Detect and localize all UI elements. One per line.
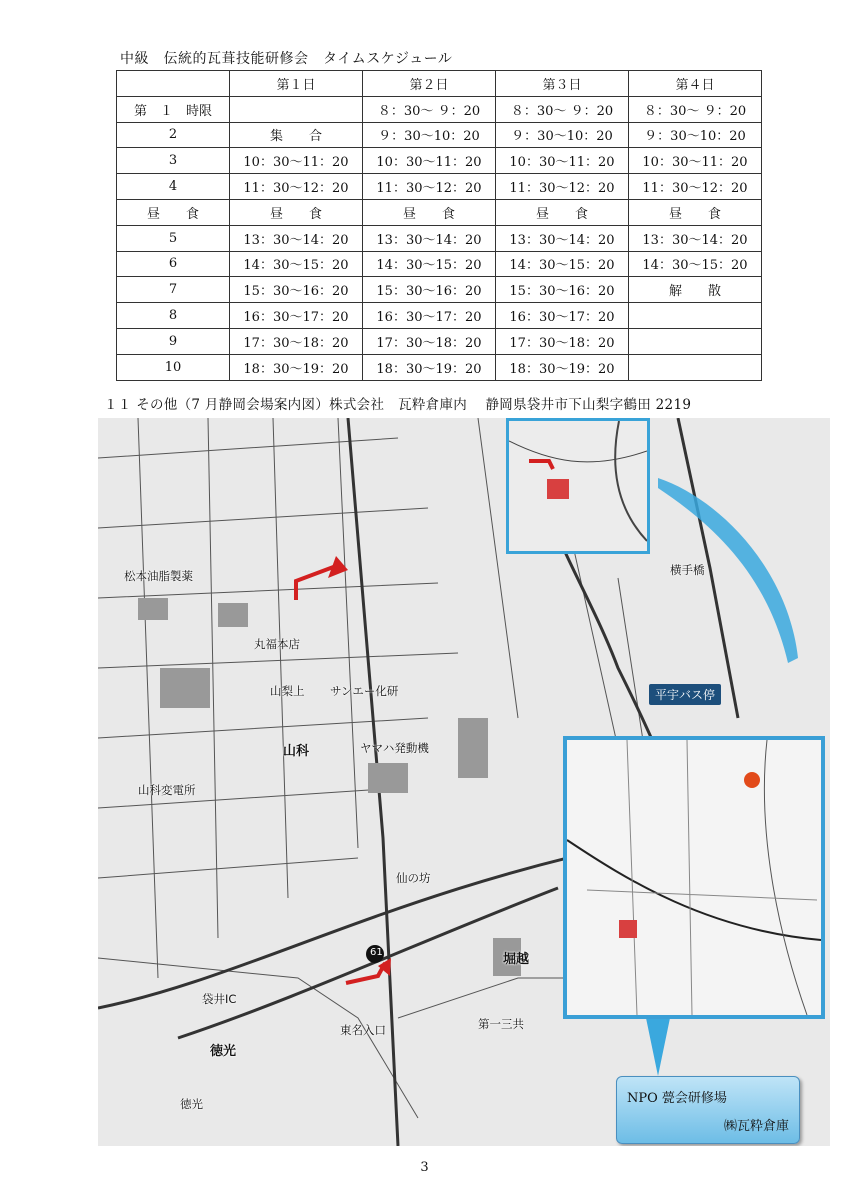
column-header: 第２日 xyxy=(363,71,496,97)
schedule-cell xyxy=(629,303,762,329)
schedule-table xyxy=(116,70,762,381)
schedule-cell: 15：30～16：20 xyxy=(496,277,629,303)
schedule-cell: 14：30～15：20 xyxy=(496,251,629,277)
label-matsumoto: 松本油脂製薬 xyxy=(124,569,193,583)
table-row xyxy=(117,251,762,277)
schedule-cell: 集 合 xyxy=(230,122,363,148)
label-higashi: 東名入口 xyxy=(340,1023,386,1037)
period-cell: 8 xyxy=(117,303,230,329)
table-row xyxy=(117,328,762,354)
schedule-cell: 15：30～16：20 xyxy=(363,277,496,303)
label-marufuku: 丸福本店 xyxy=(254,637,300,651)
schedule-cell: 昼 食 xyxy=(629,199,762,225)
schedule-cell: 13：30～14：20 xyxy=(496,225,629,251)
inset-detail-graphic xyxy=(567,740,821,1015)
label-tokumitsu-2: 徳光 xyxy=(180,1097,203,1111)
label-horikoshi: 堀越 xyxy=(503,952,530,967)
inset-map-top xyxy=(506,418,650,554)
schedule-cell: ８：30～ ９：20 xyxy=(629,96,762,122)
schedule-cell: ９：30～10：20 xyxy=(629,122,762,148)
schedule-cell: 昼 食 xyxy=(230,199,363,225)
schedule-cell: 解 散 xyxy=(629,277,762,303)
schedule-cell: 11：30～12：20 xyxy=(363,174,496,200)
schedule-cell: 15：30～16：20 xyxy=(230,277,363,303)
schedule-cell: ８：30～ ９：20 xyxy=(363,96,496,122)
schedule-cell: 11：30～12：20 xyxy=(496,174,629,200)
inset-top-graphic xyxy=(509,421,647,551)
schedule-cell xyxy=(230,96,363,122)
schedule-cell: 昼 食 xyxy=(363,199,496,225)
schedule-cell: 16：30～17：20 xyxy=(230,303,363,329)
schedule-cell xyxy=(629,354,762,380)
npo-venue-callout xyxy=(616,1076,800,1144)
document-title: 中級 伝統的瓦葺技能研修会 タイムスケジュール xyxy=(120,51,453,67)
schedule-cell: 10：30～11：20 xyxy=(230,148,363,174)
npo-venue-name: NPO 甍会研修場 xyxy=(627,1091,727,1106)
schedule-cell: 昼 食 xyxy=(496,199,629,225)
section-heading xyxy=(104,393,691,413)
table-header-row xyxy=(117,71,762,97)
label-daisan: 第一三共 xyxy=(478,1017,524,1031)
label-yamashina: 山科 xyxy=(283,744,310,759)
schedule-cell: 10：30～11：20 xyxy=(629,148,762,174)
period-cell: 4 xyxy=(117,174,230,200)
table-row xyxy=(117,96,762,122)
period-cell: 第 １ 時限 xyxy=(117,96,230,122)
column-header: 第４日 xyxy=(629,71,762,97)
label-yamaha: ヤマハ発動機 xyxy=(360,741,429,755)
schedule-cell: 17：30～18：20 xyxy=(363,328,496,354)
schedule-cell: 18：30～19：20 xyxy=(496,354,629,380)
route-number: 61 xyxy=(370,947,383,958)
schedule-cell: 11：30～12：20 xyxy=(629,174,762,200)
bus-stop-label: 平宇バス停 xyxy=(649,684,721,705)
period-cell: 7 xyxy=(117,277,230,303)
period-cell: 5 xyxy=(117,225,230,251)
schedule-cell: 10：30～11：20 xyxy=(363,148,496,174)
label-yokote: 横手橋 xyxy=(670,563,705,577)
period-cell: 9 xyxy=(117,328,230,354)
column-header: 第１日 xyxy=(230,71,363,97)
label-yamanashi-kami: 山梨上 xyxy=(270,684,305,698)
period-cell: 2 xyxy=(117,122,230,148)
schedule-cell: 13：30～14：20 xyxy=(629,225,762,251)
schedule-cell: 17：30～18：20 xyxy=(496,328,629,354)
schedule-cell: 18：30～19：20 xyxy=(230,354,363,380)
label-fukuroi-ic: 袋井IC xyxy=(202,992,237,1006)
venue-map xyxy=(98,418,830,1146)
schedule-cell: ９：30～10：20 xyxy=(496,122,629,148)
label-sanjo: サンエー化研 xyxy=(330,684,399,698)
column-header xyxy=(117,71,230,97)
table-row xyxy=(117,303,762,329)
table-row xyxy=(117,174,762,200)
period-cell: 昼 食 xyxy=(117,199,230,225)
column-header: 第３日 xyxy=(496,71,629,97)
label-tokumitsu: 徳光 xyxy=(210,1044,237,1059)
table-row xyxy=(117,225,762,251)
table-row xyxy=(117,148,762,174)
schedule-cell: 14：30～15：20 xyxy=(363,251,496,277)
schedule-cell: 14：30～15：20 xyxy=(230,251,363,277)
schedule-cell: ９：30～10：20 xyxy=(363,122,496,148)
label-sennobo: 仙の坊 xyxy=(396,871,431,885)
table-row xyxy=(117,354,762,380)
schedule-cell: 13：30～14：20 xyxy=(363,225,496,251)
schedule-cell xyxy=(629,328,762,354)
label-yamashina-power: 山科変電所 xyxy=(138,783,196,797)
table-row xyxy=(117,277,762,303)
schedule-cell: 16：30～17：20 xyxy=(363,303,496,329)
schedule-cell: 11：30～12：20 xyxy=(230,174,363,200)
section-text: その他（7 月静岡会場案内図）株式会社 瓦粋倉庫内 静岡県袋井市下山梨字鶴田 2219 xyxy=(136,397,692,413)
period-cell: 3 xyxy=(117,148,230,174)
schedule-cell: 16：30～17：20 xyxy=(496,303,629,329)
period-cell: 10 xyxy=(117,354,230,380)
period-cell: 6 xyxy=(117,251,230,277)
npo-venue-company: ㈱瓦粋倉庫 xyxy=(723,1119,789,1134)
section-number: １１ xyxy=(104,397,132,413)
inset-map-detail xyxy=(563,736,825,1019)
page-number: 3 xyxy=(420,1160,429,1175)
schedule-cell: 18：30～19：20 xyxy=(363,354,496,380)
table-row xyxy=(117,199,762,225)
schedule-cell: 10：30～11：20 xyxy=(496,148,629,174)
schedule-cell: 13：30～14：20 xyxy=(230,225,363,251)
table-row xyxy=(117,122,762,148)
schedule-cell: 14：30～15：20 xyxy=(629,251,762,277)
schedule-cell: 17：30～18：20 xyxy=(230,328,363,354)
schedule-cell: ８：30～ ９：20 xyxy=(496,96,629,122)
